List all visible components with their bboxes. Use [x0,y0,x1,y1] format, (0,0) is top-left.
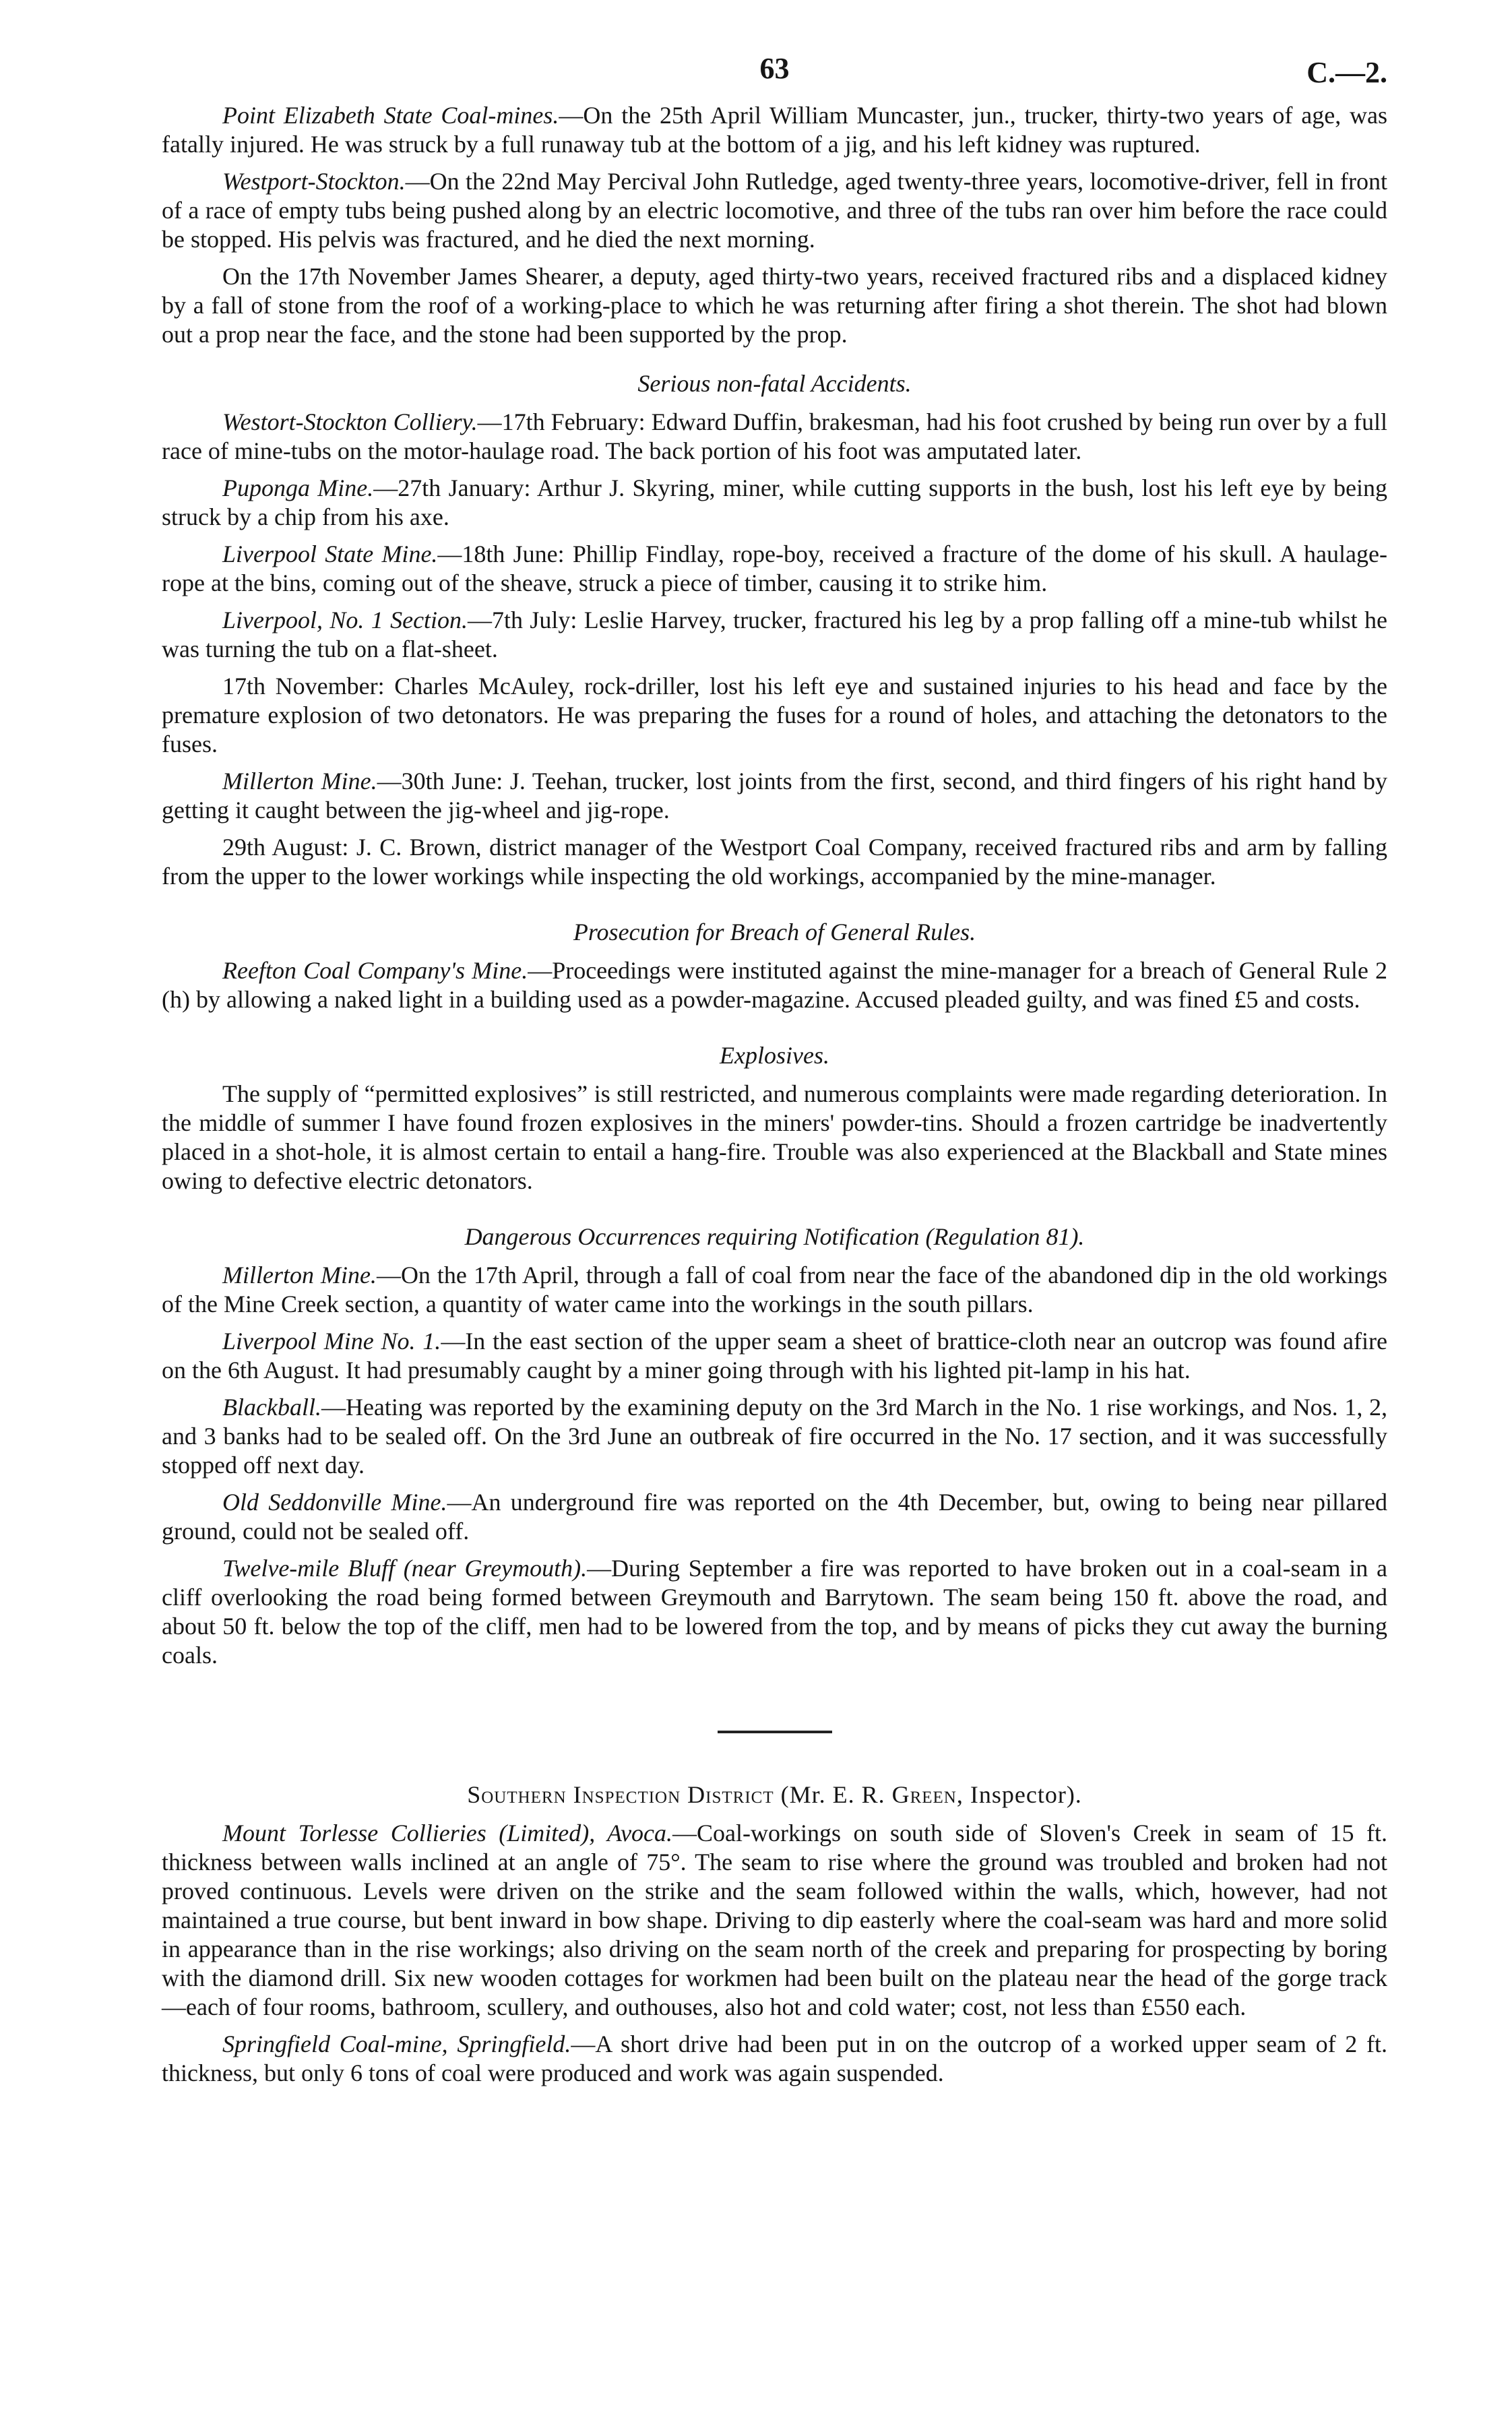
document-reference: C.—2. [1306,56,1387,89]
paragraph [162,1488,1387,1546]
district-label: Southern Inspection District [467,1781,774,1808]
paragraph-title: Twelve-mile Bluff (near Greymouth). [222,1555,588,1582]
paragraph-text: —Heating was reported by the examining deputy on the 3rd March in the No. 1 rise workings, and Nos. 1, 2, and 3 banks had to be sealed off. On the 3rd June an outbreak of fire occurred in the No. 17 section, and it was successfully stopped off next day. [162,1394,1387,1479]
paragraph [162,474,1387,532]
paragraph-title: Westort-Stockton Colliery. [222,408,478,435]
paragraph-title: Puponga Mine. [222,474,374,501]
paragraph-text: —On the 25th April William Muncaster, jun., trucker, thirty-two years of age, was fatally injured. He was struck by a full runaway tub at the bottom of a jig, and his left kidney was ruptured. [162,102,1388,158]
paragraph-title: Liverpool State Mine. [222,540,438,567]
paragraph-text: —On the 17th April, through a fall of coal from near the face of the abandoned dip in the old workings of the Mine Creek section, a quantity of water came into the workings in the south pillars. [162,1262,1388,1317]
paragraph-text: —Coal-workings on south side of Sloven's Creek in seam of 15 ft. thickness between walls inclined at an angle of 75°. The seam to rise where the ground was troubled and broken had not proved continuous. Levels were driven on the strike and the seam followed within the walls, which, however, had not maintained a true course, but bent inward in bow shape. Driving to dip easterly where the coal-seam was hard and more solid in appearance than in the rise workings; also driving on the seam north of the creek and preparing for prospecting by boring with the diamond drill. Six new wooden cottages for workmen had been built on the plateau near the head of the gorge track—each of four rooms, bathroom, scullery, and outhouses, also hot and cold water; cost, not less than £550 each. [162,1820,1388,2020]
paragraph [162,540,1387,598]
paragraph [162,767,1387,825]
paragraph [162,1327,1387,1385]
paragraph [162,101,1387,159]
paragraph-title: Reefton Coal Company's Mine. [222,957,528,984]
paragraph-text: —In the east section of the upper seam a sheet of brattice-cloth near an outcrop was found afire on the 6th August. It had presumably caught by a miner going through with his lighted pit-lamp in his hat. [162,1328,1387,1384]
page-header [162,54,1387,101]
paragraph-text: —On the 22nd May Percival John Rutledge, aged twenty-three years, locomotive-driver, fell in front of a race of empty tubs being pushed along by an electric locomotive, and three of the tubs ran over him before the race could be stopped. His pelvis was fractured, and he died the next morning. [162,168,1387,253]
paragraph [162,1080,1387,1196]
inspector-suffix: , Inspector). [956,1781,1082,1808]
paragraph [162,606,1387,664]
paragraph-title: Liverpool, No. 1 Section. [222,607,468,633]
section-heading-dangerous-occurrences: Dangerous Occurrences requiring Notification (Regulation 81). [464,1223,1085,1250]
paragraph-title: Millerton Mine. [222,1262,377,1289]
paragraph-title: Old Seddonville Mine. [222,1489,447,1516]
paragraph [162,833,1387,891]
section-divider [718,1731,832,1733]
paragraph [162,1393,1387,1480]
paragraph-text: —Proceedings were instituted against the mine-manager for a breach of General Rule 2 (h) by allowing a naked light in a building used as a powder-magazine. Accused pleaded guilty, and was fined £5 and costs. [162,957,1387,1013]
paragraph [162,956,1387,1014]
paragraph-text: —7th July: Leslie Harvey, trucker, fractured his leg by a prop falling off a mine-tub whilst he was turning the tub on a flat-sheet. [162,607,1387,662]
paragraph-title: Liverpool Mine No. 1. [222,1328,441,1355]
district-heading [162,1780,1387,1809]
paragraph-text: 29th August: J. C. Brown, district manager of the Westport Coal Company, received fractured ribs and arm by falling from the upper to the lower workings while inspecting the old workings, accompanied by the mine-manager. [162,834,1387,890]
paragraph-text: —30th June: J. Teehan, trucker, lost joints from the first, second, and third fingers of his right hand by getting it caught between the jig-wheel and jig-rope. [162,768,1387,824]
paragraph-title: Mount Torlesse Collieries (Limited), Avoca. [222,1820,673,1847]
paragraph [162,672,1387,759]
paragraph [162,408,1387,466]
paragraph-text: 17th November: Charles McAuley, rock-driller, lost his left eye and sustained injuries to his head and face by the premature explosion of two detonators. He was preparing the fuses for a round of holes, and attaching the detonators to the fuses. [162,673,1387,757]
paragraph-text: —18th June: Phillip Findlay, rope-boy, received a fracture of the dome of his skull. A haulage-rope at the bins, coming out of the sheave, struck a piece of timber, causing it to strike him. [162,540,1387,596]
paragraph [162,1819,1387,2022]
page-number: 63 [759,52,790,85]
paragraph-text: —An underground fire was reported on the 4th December, but, owing to being near pillared ground, could not be sealed off. [162,1489,1387,1545]
paragraph-text: —During September a fire was reported to have broken out in a coal-seam in a cliff overlooking the road being formed between Greymouth and Barrytown. The seam being 150 ft. above the road, and about 50 ft. below the top of the cliff, men had to be lowered from the top, and by means of picks they cut away the burning coals. [162,1555,1387,1669]
inspector-prefix: (Mr. [780,1781,833,1808]
inspector-name: E. R. Green [832,1781,957,1808]
section-heading-prosecution: Prosecution for Breach of General Rules. [573,919,976,945]
paragraph [162,1261,1387,1319]
paragraph-text: —A short drive had been put in on the outcrop of a worked upper seam of 2 ft. thickness, but only 6 tons of coal were produced and work was again suspended. [162,2030,1387,2086]
paragraph [162,2030,1387,2088]
paragraph-title: Westport-Stockton. [222,168,406,195]
paragraph-text: —17th February: Edward Duffin, brakesman, had his foot crushed by being run over by a full race of mine-tubs on the motor-haulage road. The back portion of his foot was amputated later. [162,408,1387,464]
paragraph-text: The supply of “permitted explosives” is still restricted, and numerous complaints were made regarding deterioration. In the middle of summer I have found frozen explosives in the miners' powder-tins. Should a frozen cartridge be inadvertently placed in a shot-hole, it is almost certain to entail a hang-fire. Trouble was also experienced at the Blackball and State mines owing to defective electric detonators. [162,1080,1387,1194]
paragraph-title: Blackball. [222,1394,321,1421]
paragraph-text: On the 17th November James Shearer, a deputy, aged thirty-two years, received fractured ribs and a displaced kidney by a fall of stone from the roof of a working-place to which he was returning after firing a shot therein. The shot had blown out a prop near the face, and the stone had been supported by the prop. [162,263,1387,348]
paragraph [162,262,1387,349]
paragraph [162,167,1387,254]
paragraph-text: —27th January: Arthur J. Skyring, miner, while cutting supports in the bush, lost his left eye by being struck by a chip from his axe. [162,474,1387,530]
section-heading-serious-accidents: Serious non-fatal Accidents. [637,370,912,397]
paragraph-title: Millerton Mine. [222,768,377,795]
section-heading-explosives: Explosives. [720,1042,829,1069]
paragraph-title: Point Elizabeth State Coal-mines. [222,102,559,129]
paragraph-title: Springfield Coal-mine, Springfield. [222,2030,571,2057]
paragraph [162,1554,1387,1670]
